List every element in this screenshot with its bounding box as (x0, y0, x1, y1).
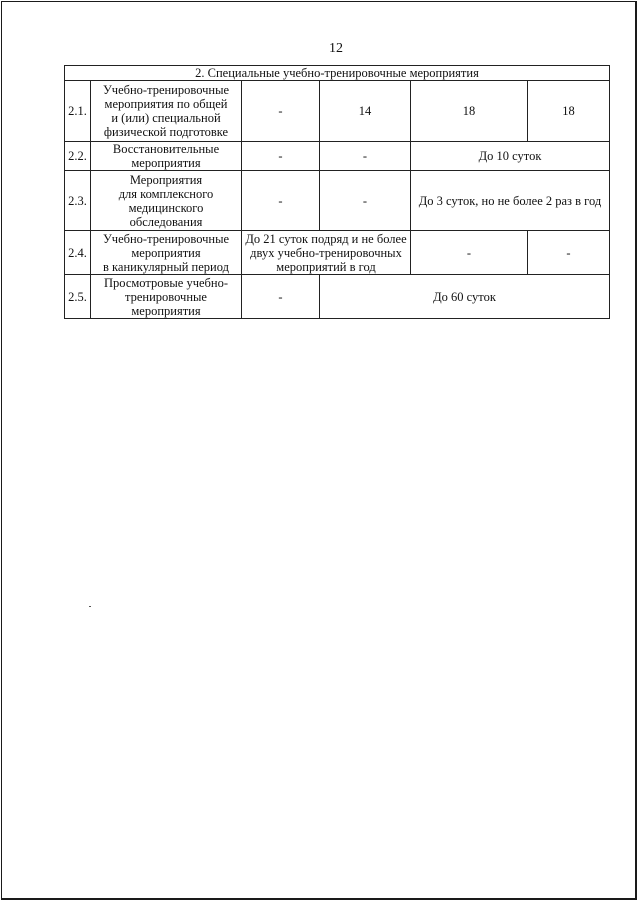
section-title: 2. Специальные учебно-тренировочные мероприятия (65, 66, 610, 81)
value-cell: - (320, 142, 411, 171)
row-number: 2.3. (65, 171, 91, 231)
section-header-row (65, 66, 610, 81)
event-name-line: физической подготовке (103, 125, 229, 139)
value-line: мероприятий в год (276, 259, 376, 274)
value-line: двух учебно-тренировочных (250, 245, 402, 260)
event-name-line: Учебно-тренировочные (102, 231, 230, 246)
value-cell: - (411, 231, 528, 275)
event-name (91, 81, 242, 142)
table-row (65, 275, 610, 319)
row-number: 2.1. (65, 81, 91, 142)
event-name-line: тренировочные (125, 289, 207, 304)
event-name-line: Мероприятия (129, 172, 203, 187)
table-row (65, 231, 610, 275)
event-name-line: для комплексного (118, 186, 214, 201)
value-cell: 18 (528, 81, 610, 142)
table-row (65, 171, 610, 231)
event-name-line: обследования (129, 214, 203, 229)
value-cell: 18 (411, 81, 528, 142)
event-name-line: мероприятия (131, 303, 201, 318)
row-number: 2.4. (65, 231, 91, 275)
event-name-line: Восстановительные (112, 142, 220, 156)
training-events-table (64, 65, 610, 319)
value-cell-merged: До 3 суток, но не более 2 раз в год (411, 171, 610, 231)
table-row (65, 81, 610, 142)
event-name-line: Просмотровые учебно- (103, 275, 229, 290)
event-name (91, 275, 242, 319)
event-name-line: мероприятия по общей (104, 97, 228, 111)
scan-speck (89, 606, 91, 607)
value-cell-merged: До 60 суток (320, 275, 610, 319)
event-name (91, 171, 242, 231)
event-name-line: и (или) специальной (111, 111, 221, 125)
row-number: 2.5. (65, 275, 91, 319)
event-name-line: медицинского (128, 200, 204, 215)
value-line: До 21 суток подряд и не более (245, 231, 407, 246)
event-name-line: мероприятия (131, 245, 201, 260)
page-number: 12 (329, 41, 343, 56)
event-name-line: мероприятия (131, 156, 201, 170)
value-cell: - (242, 275, 320, 319)
value-cell: 14 (320, 81, 411, 142)
value-cell: - (242, 142, 320, 171)
event-name-line: Учебно-тренировочные (102, 83, 230, 97)
value-cell-merged (242, 231, 411, 275)
event-name-line: в каникулярный период (102, 259, 229, 274)
event-name (91, 231, 242, 275)
event-name (91, 142, 242, 171)
value-cell: - (242, 171, 320, 231)
value-cell: - (528, 231, 610, 275)
value-cell: - (320, 171, 411, 231)
value-cell-merged: До 10 суток (411, 142, 610, 171)
table-row (65, 142, 610, 171)
value-cell: - (242, 81, 320, 142)
row-number: 2.2. (65, 142, 91, 171)
